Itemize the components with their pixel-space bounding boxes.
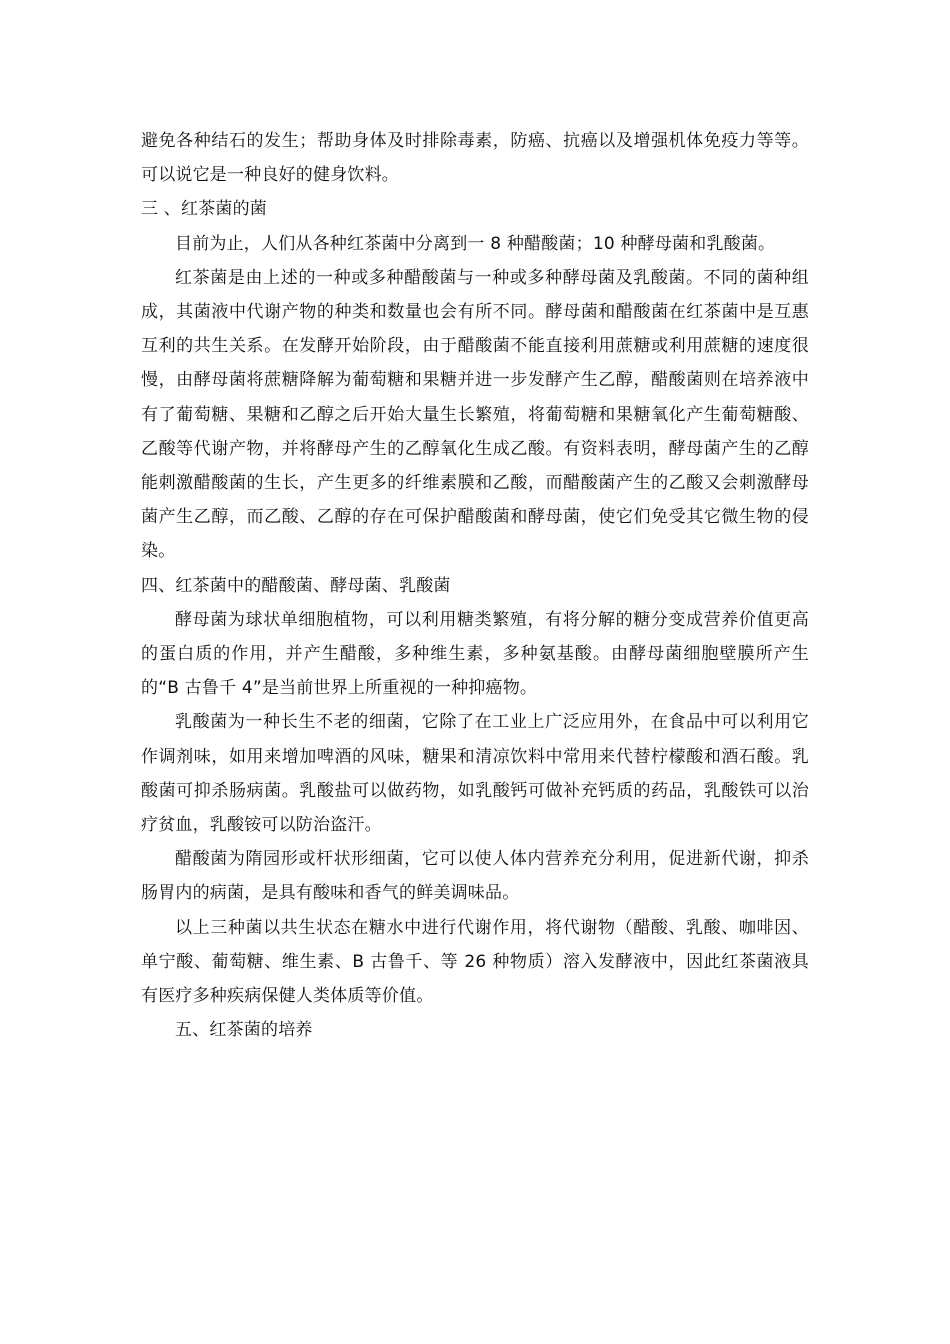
paragraph: 乳酸菌为一种长生不老的细菌，它除了在工业上广泛应用外，在食品中可以利用它作调剂味，如用来增加啤酒的风味，糖果和清凉饮料中常用来代替柠檬酸和酒石酸。乳酸菌可抑杀肠病菌。乳酸盐可以做药物，如乳酸钙可做补充钙质的药品，乳酸铁可以治疗贫血，乳酸铵可以防治盗汗。 <box>141 712 809 836</box>
section-heading-4: 四、红茶菌中的醋酸菌、酵母菌、乳酸菌 <box>141 575 451 596</box>
section-heading-3: 三 、红茶菌的菌 <box>141 199 268 220</box>
paragraph: 红茶菌是由上述的一种或多种醋酸菌与一种或多种酵母菌及乳酸菌。不同的菌种组成，其菌液中代谢产物的种类和数量也会有所不同。酵母菌和醋酸菌在红茶菌中是互惠互利的共生关系。在发酵开始阶段，由于醋酸菌不能直接利用蔗糖或利用蔗糖的速度很慢，由酵母菌将蔗糖降解为葡萄糖和果糖并进一步发酵产生乙醇，醋酸菌则在培养液中有了葡萄糖、果糖和乙醇之后开始大量生长繁殖，将葡萄糖和果糖氧化产生葡萄糖酸、乙酸等代谢产物，并将酵母产生的乙醇氧化生成乙酸。有资料表明，酵母菌产生的乙醇能刺激醋酸菌的生长，产生更多的纤维素膜和乙酸，而醋酸菌产生的乙酸又会刺激酵母菌产生乙醇，而乙酸、乙醇的存在可保护醋酸菌和酵母菌，使它们免受其它微生物的侵染。 <box>141 267 809 562</box>
document-body <box>141 124 809 1047</box>
paragraph: 目前为止，人们从各种红茶菌中分离到一 8 种醋酸菌；10 种酵母菌和乳酸菌。 <box>175 233 776 254</box>
paragraph: 酵母菌为球状单细胞植物，可以利用糖类繁殖，有将分解的糖分变成营养价值更高的蛋白质的作用，并产生醋酸，多种维生素，多种氨基酸。由酵母菌细胞壁膜所产生的“B 古鲁千 4”是当前世界上所重视的一种抑癌物。 <box>141 609 809 699</box>
paragraph: 醋酸菌为隋园形或杆状形细菌，它可以使人体内营养充分利用，促进新代谢，抑杀肠胃内的病菌，是具有酸味和香气的鲜美调味品。 <box>141 849 809 904</box>
section-heading-5: 五、红茶菌的培养 <box>175 1020 313 1041</box>
paragraph: 以上三种菌以共生状态在糖水中进行代谢作用，将代谢物（醋酸、乳酸、咖啡因、单宁酸、葡萄糖、维生素、B 古鲁千、等 26 种物质）溶入发酵液中，因此红茶菌液具有医疗多种疾病保健人类体质等价值。 <box>141 917 809 1007</box>
paragraph-continued: 避免各种结石的发生；帮助身体及时排除毒素，防癌、抗癌以及增强机体免疫力等等。可以说它是一种良好的健身饮料。 <box>141 131 809 186</box>
